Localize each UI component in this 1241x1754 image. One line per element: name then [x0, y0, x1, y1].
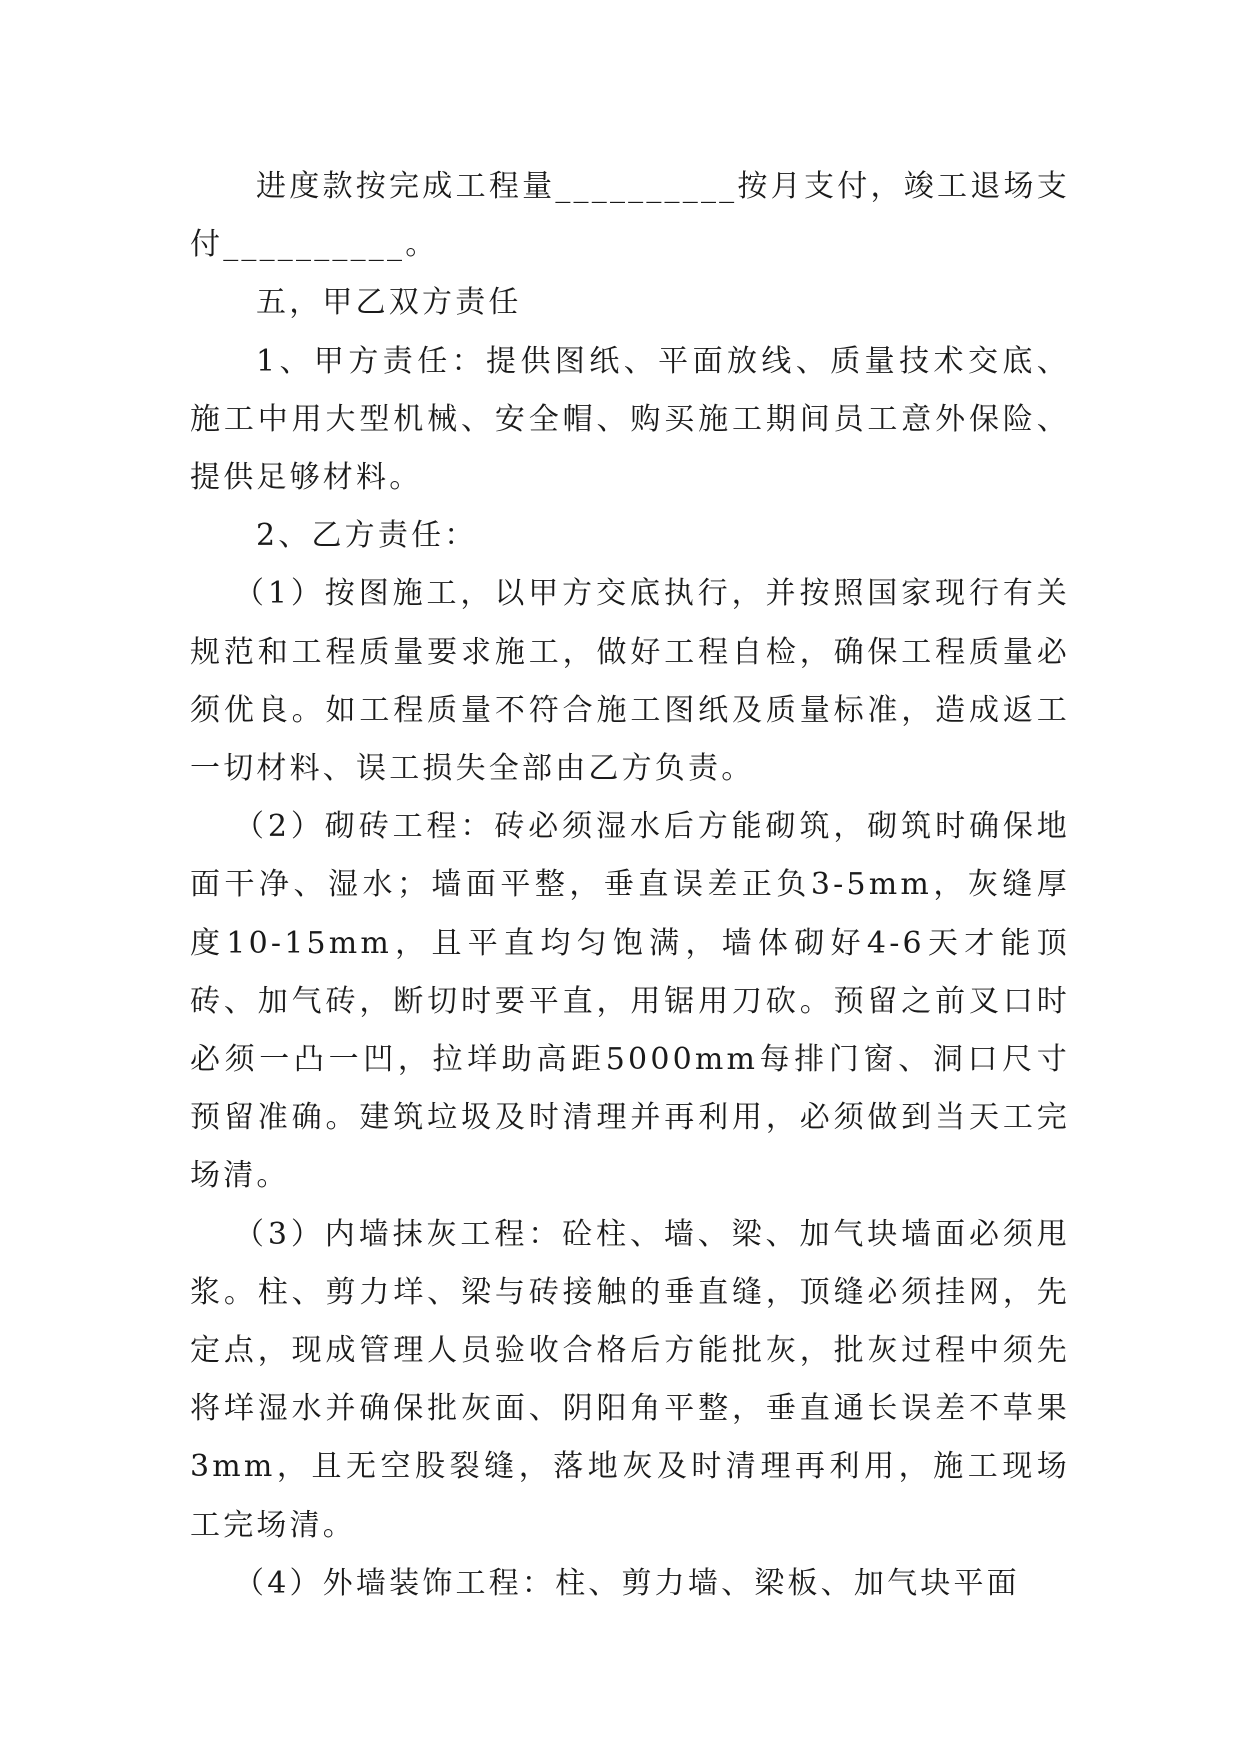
- section-heading-responsibilities: 五，甲乙双方责任: [256, 285, 522, 321]
- paragraph-party-a-responsibility: 1、甲方责任：提供图纸、平面放线、质量技术交底、施工中用大型机械、安全帽、购买施工期间员工意外保险、提供足够材料。: [190, 343, 1070, 496]
- paragraph-payment-terms: 进度款按完成工程量__________按月支付，竣工退场支付__________。: [190, 169, 1070, 263]
- document-body: [190, 158, 1070, 1613]
- paragraph-clause-4: （4）外墙装饰工程：柱、剪力墙、梁板、加气块平面: [234, 1565, 1020, 1601]
- paragraph-clause-3: （3）内墙抹灰工程：砼柱、墙、梁、加气块墙面必须甩浆。柱、剪力垟、梁与砖接触的垂直缝，顶缝必须挂网，先定点，现成管理人员验收合格后方能批灰，批灰过程中须先将垟湿水并确保批灰面、阴阳角平整，垂直通长误差不草果3mm，且无空股裂缝，落地灰及时清理再利用，施工现场工完场清。: [190, 1216, 1070, 1543]
- paragraph-clause-1: （1）按图施工，以甲方交底执行，并按照国家现行有关规范和工程质量要求施工，做好工程自检，确保工程质量必须优良。如工程质量不符合施工图纸及质量标准，造成返工一切材料、误工损失全部由乙方负责。: [190, 576, 1070, 787]
- paragraph-clause-2: （2）砌砖工程：砖必须湿水后方能砌筑，砌筑时确保地面干净、湿水；墙面平整，垂直误差正负3-5mm，灰缝厚度10-15mm，且平直均匀饱满，墙体砌好4-6天才能顶砖、加气砖，断切时要平直，用锯用刀砍。预留之前叉口时必须一凸一凹，拉垟助高距5000mm每排门窗、洞口尺寸预留准确。建筑垃圾及时清理并再利用，必须做到当天工完场清。: [190, 809, 1070, 1194]
- paragraph-party-b-heading: 2、乙方责任：: [256, 518, 478, 554]
